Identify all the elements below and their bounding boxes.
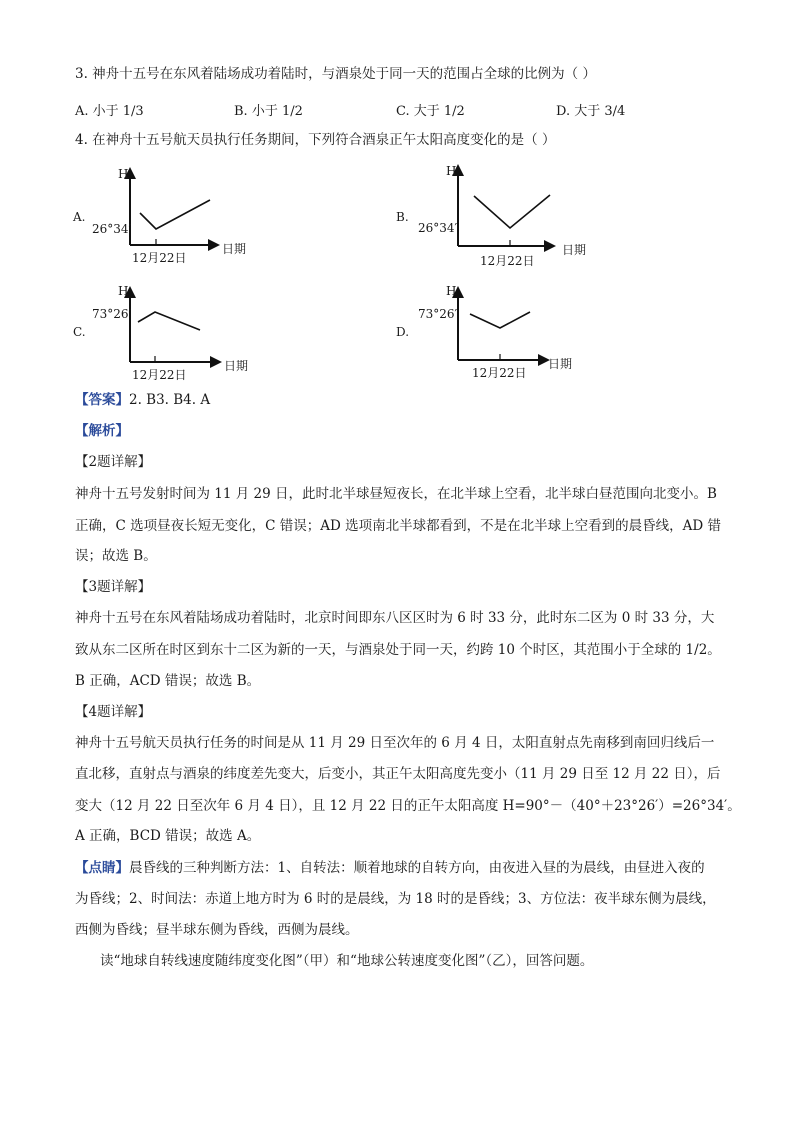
chart-c-ytick: 73°26′ <box>92 307 132 321</box>
q3-option-c[interactable]: C. 大于 1/2 <box>396 104 465 119</box>
tip-line-1 <box>75 858 705 878</box>
tip-tag: 【点睛】 <box>75 860 129 876</box>
q3-option-d[interactable]: D. 大于 3/4 <box>556 104 626 119</box>
chart-b-ylabel: H <box>446 164 457 178</box>
detail-4-line-3: 变大（12 月 22 日至次年 6 月 4 日），且 12 月 22 日的正午太阳高度 H=90°－（40°＋23°26′）=26°34′。 <box>75 798 741 814</box>
detail-4-line-1: 神舟十五号航天员执行任务的时间是从 11 月 29 日至次年的 6 月 4 日，太阳直射点先南移到南回归线后一 <box>75 735 715 751</box>
next-question-intro: 读“地球自转线速度随纬度变化图”（甲）和“地球公转速度变化图”（乙），回答问题。 <box>100 953 594 969</box>
detail-4-tag: 【4题详解】 <box>75 704 152 720</box>
chart-a-xlabel: 日期 <box>222 242 247 256</box>
chart-d-ylabel: H <box>446 284 457 298</box>
chart-c-xlabel: 日期 <box>224 359 249 373</box>
chart-c-xtick: 12月22日 <box>132 368 187 382</box>
tip-line-3: 西侧为昏线；昼半球东侧为昏线，西侧为晨线。 <box>75 922 359 938</box>
chart-d-xtick: 12月22日 <box>472 366 527 380</box>
chart-a-ylabel: H <box>118 167 129 181</box>
detail-2-line-3: 误；故选 B。 <box>75 548 157 564</box>
detail-3-line-3: B 正确，ACD 错误；故选 B。 <box>75 673 261 689</box>
detail-2-tag: 【2题详解】 <box>75 454 152 470</box>
tip-text-1: 晨昏线的三种判断方法：1、自转法：顺着地球的自转方向，由夜进入昼的为晨线，由昼进入夜的 <box>129 860 705 876</box>
chart-d <box>416 282 596 387</box>
analysis-tag: 【解析】 <box>75 423 129 439</box>
chart-a-xtick: 12月22日 <box>132 251 187 265</box>
chart-b <box>416 162 586 270</box>
chart-c-ylabel: H <box>118 284 129 298</box>
detail-3-tag: 【3题详解】 <box>75 579 152 595</box>
answer-tag: 【答案】 <box>75 392 129 408</box>
chart-b-xtick: 12月22日 <box>480 254 535 268</box>
chart-a-ytick: 26°34′ <box>92 222 132 236</box>
chart-c-letter[interactable]: C. <box>73 325 86 339</box>
q3-stem: 3. 神舟十五号在东风着陆场成功着陆时，与酒泉处于同一天的范围占全球的比例为（ ） <box>75 66 596 82</box>
chart-b-xlabel: 日期 <box>562 243 586 257</box>
chart-b-letter[interactable]: B. <box>396 210 409 224</box>
chart-a <box>90 165 260 270</box>
chart-d-letter[interactable]: D. <box>396 325 410 339</box>
q4-stem: 4. 在神舟十五号航天员执行任务期间，下列符合酒泉正午太阳高度变化的是（ ） <box>75 132 556 148</box>
chart-c <box>90 282 270 387</box>
chart-a-letter[interactable]: A. <box>73 210 86 224</box>
chart-b-ytick: 26°34′ <box>418 221 458 235</box>
detail-3-line-1: 神舟十五号在东风着陆场成功着陆时，北京时间即东八区区时为 6 时 33 分，此时东二区为 0 时 33 分，大 <box>75 610 715 626</box>
detail-4-line-4: A 正确，BCD 错误；故选 A。 <box>75 828 261 844</box>
detail-2-line-2: 正确，C 选项昼夜长短无变化，C 错误；AD 选项南北半球都看到，不是在北半球上空看到的晨昏线，AD 错 <box>75 518 721 534</box>
detail-3-line-2: 致从东二区所在时区到东十二区为新的一天，与酒泉处于同一天，约跨 10 个时区，其范围小于全球的 1/2。 <box>75 642 721 658</box>
detail-4-line-2: 直北移，直射点与酒泉的纬度差先变大，后变小，其正午太阳高度先变小（11 月 29 日至 12 月 22 日），后 <box>75 766 721 782</box>
tip-line-2: 为昏线；2、时间法：赤道上地方时为 6 时的是晨线，为 18 时的是昏线；3、方位法：夜半球东侧为晨线， <box>75 891 716 907</box>
q3-option-a[interactable]: A. 小于 1/3 <box>75 104 144 119</box>
answer-text: 2. B3. B4. A <box>129 392 211 408</box>
q3-option-b[interactable]: B. 小于 1/2 <box>234 104 303 119</box>
detail-2-line-1: 神舟十五号发射时间为 11 月 29 日，此时北半球昼短夜长，在北半球上空看，北半球白昼范围向北变小。B <box>75 486 717 502</box>
chart-d-xlabel: 日期 <box>548 357 573 371</box>
chart-d-ytick: 73°26′ <box>418 307 458 321</box>
answer-line <box>75 390 210 410</box>
